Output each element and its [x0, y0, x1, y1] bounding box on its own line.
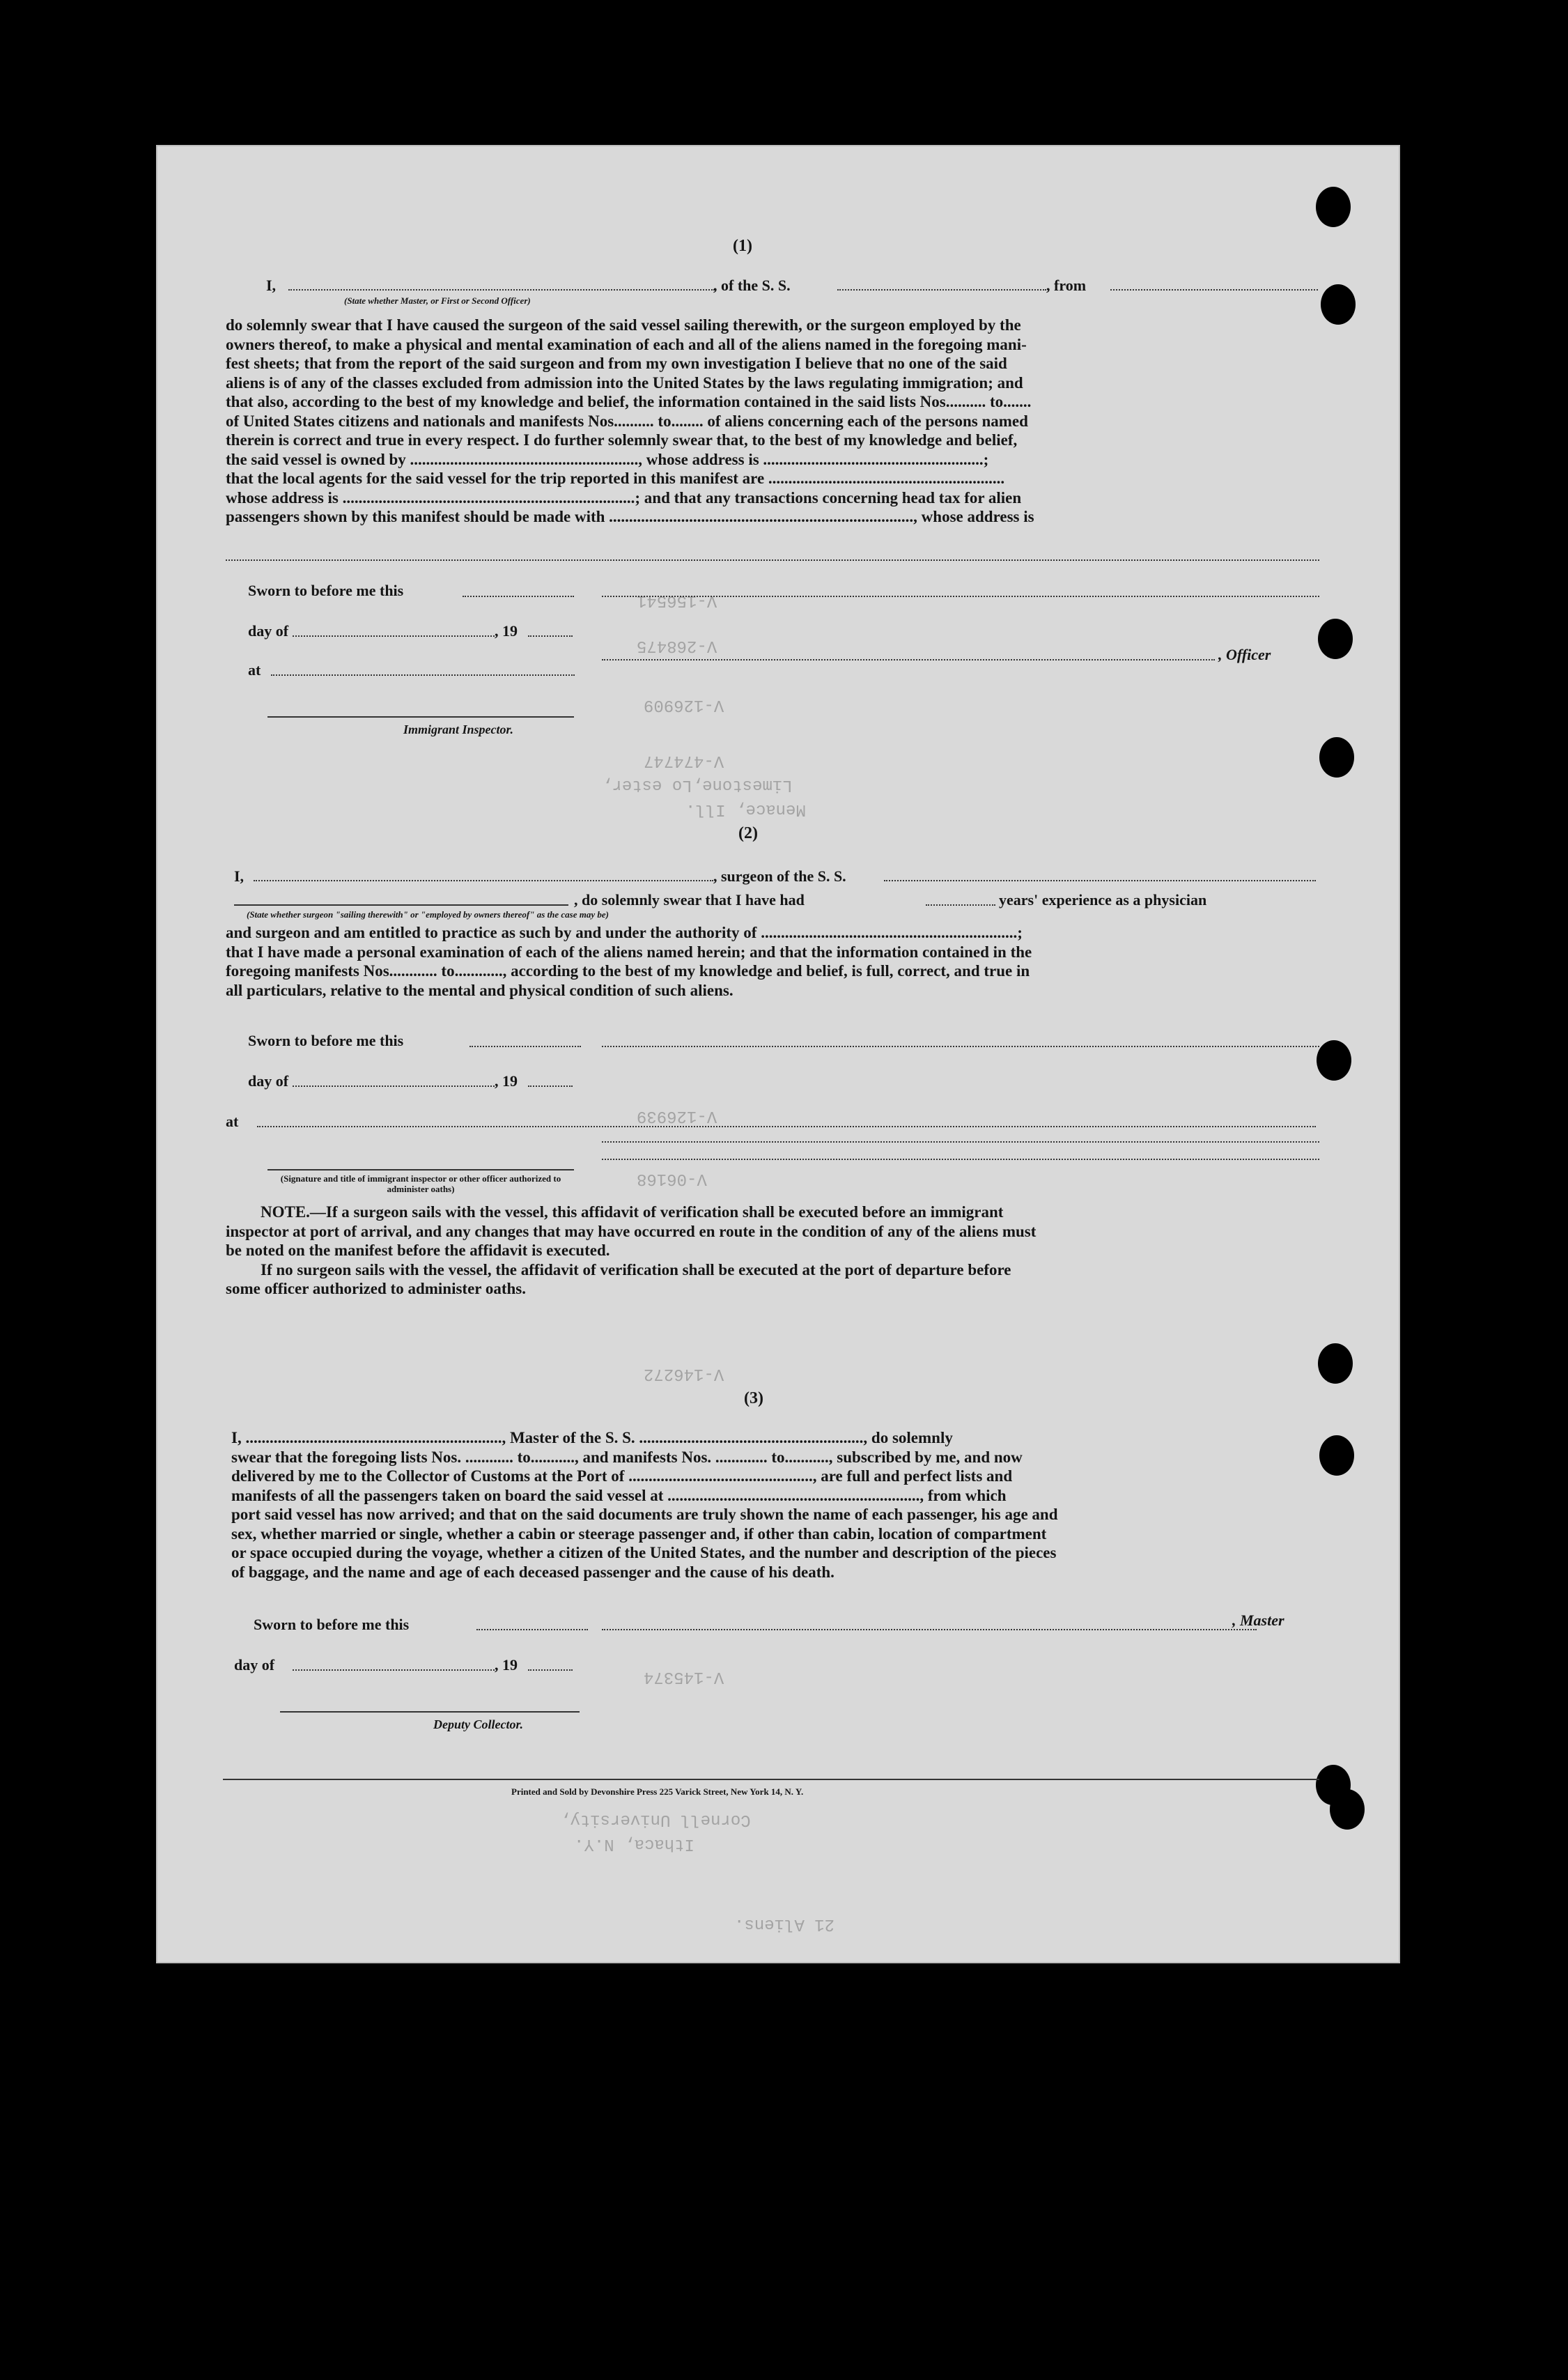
- verification-note: [226, 1203, 1319, 1299]
- fill-in-line: [293, 1669, 495, 1671]
- inspector-label: Immigrant Inspector.: [403, 722, 514, 736]
- oath-text-line: do solemnly swear that I have caused the surgeon of the said vessel sailing therewith, or the surgeon employed by the: [226, 316, 1021, 334]
- oath-text-line: foregoing manifests Nos............ to............, according to the best of my knowledge and belief, is full, correct, and true in: [226, 962, 1030, 980]
- fill-in-line: [528, 1085, 573, 1087]
- oath-line-label: , of the S. S.: [713, 277, 791, 294]
- punch-hole: [1321, 284, 1356, 325]
- section1-oath-text: [226, 316, 1319, 527]
- signature-line: [267, 1169, 574, 1170]
- oath-line-label: , from: [1046, 277, 1087, 294]
- bleed-through-text: V-06168: [637, 1169, 707, 1188]
- fill-in-line: [476, 1629, 588, 1630]
- field-caption: (State whether Master, or First or Second Officer): [344, 295, 531, 306]
- fill-in-line: [469, 1046, 581, 1047]
- oath-text-line: of baggage, and the name and age of each deceased passenger and the cause of his death.: [231, 1563, 835, 1581]
- fill-in-line: [884, 880, 1316, 881]
- year-label: , 19: [495, 1656, 518, 1674]
- fill-in-line: [528, 635, 573, 637]
- note-line: If no surgeon sails with the vessel, the affidavit of verification shall be executed at the port of departure before: [261, 1260, 1011, 1278]
- fill-in-line: [226, 559, 1319, 561]
- punch-hole: [1330, 1789, 1365, 1830]
- oath-text-line: sex, whether married or single, whether a cabin or steerage passenger and, if other than cabin, location of compartment: [231, 1524, 1047, 1543]
- printer-credit: Printed and Sold by Devonshire Press 225 Varick Street, New York 14, N. Y.: [511, 1786, 804, 1797]
- oath-text-line: port said vessel has now arrived; and that on the said documents are truly shown the name of each passenger, his age and: [231, 1506, 1058, 1523]
- oath-text-line: passengers shown by this manifest should be made with ............................................................................, whose address is: [226, 508, 1034, 525]
- section-number: (1): [733, 237, 752, 255]
- oath-text-line: manifests of all the passengers taken on board the said vessel at ..............................................................., from which: [231, 1486, 1007, 1504]
- manifest-back-page: [156, 145, 1400, 1963]
- punch-hole: [1319, 1435, 1354, 1476]
- oath-text-line: swear that the foregoing lists Nos. ............ to..........., and manifests Nos. ............. to..........., subscribed by me, and now: [231, 1448, 1023, 1466]
- oath-text-line: the said vessel is owned by ........................................................., whose address is .......................................................;: [226, 450, 989, 468]
- bleed-through-text: V-474747: [644, 751, 724, 770]
- sworn-label: Sworn to before me this: [248, 582, 404, 599]
- oath-text-line: I, ................................................................, Master of the S. S. ........................................................, do solemnly: [231, 1429, 953, 1446]
- punch-hole: [1319, 737, 1354, 778]
- bleed-through-text: Limestone,Lo ester,: [602, 775, 793, 794]
- signature-caption: (Signature and title of immigrant inspector or other officer authorized to administer oaths): [280, 1173, 561, 1194]
- fill-in-line: [257, 1126, 1316, 1127]
- fill-in-line: [293, 1085, 495, 1087]
- note-line: some officer authorized to administer oaths.: [226, 1280, 526, 1297]
- fill-in-line: [602, 1159, 1319, 1160]
- fill-in-line: [602, 1629, 1257, 1630]
- day-of-label: day of: [248, 1072, 289, 1090]
- oath-text-line: whose address is .........................................................................; and that any transactions concerning head tax for alien: [226, 488, 1022, 507]
- year-label: , 19: [495, 1072, 518, 1090]
- bleed-through-text: V-126909: [644, 695, 724, 714]
- day-of-label: day of: [234, 1656, 275, 1674]
- oath-text-line: therein is correct and true in every respect. I do further solemnly swear that, to the best of my knowledge and belief,: [226, 431, 1018, 449]
- fill-in-line: [602, 1046, 1319, 1047]
- fill-in-line: [254, 880, 713, 881]
- oath-text-line: that I have made a personal examination of each of the aliens named herein; and that the information contained in the: [226, 943, 1032, 961]
- fill-in-line: [234, 904, 568, 906]
- oath-text-line: and surgeon and am entitled to practice as such by and under the authority of ................................................................;: [226, 924, 1023, 941]
- fill-in-line: [602, 659, 1215, 660]
- collector-label: Deputy Collector.: [433, 1717, 523, 1731]
- oath-text-line: fest sheets; that from the report of the said surgeon and from my own investigation I believe that no one of the said: [226, 355, 1007, 372]
- fill-in-line: [271, 674, 575, 676]
- oath-text-line: of United States citizens and nationals and manifests Nos.......... to........ of aliens concerning each of the persons named: [226, 412, 1028, 430]
- bleed-through-text: V-126939: [637, 1106, 717, 1125]
- punch-hole: [1318, 619, 1353, 659]
- bleed-through-text: 21 Aliens.: [734, 1915, 835, 1933]
- note-line: inspector at port of arrival, and any changes that may have occurred en route in the condition of any of the aliens must: [226, 1222, 1037, 1240]
- officer-label: , Officer: [1218, 646, 1271, 663]
- sworn-label: Sworn to before me this: [254, 1616, 410, 1633]
- fill-in-line: [602, 1141, 1319, 1143]
- bleed-through-text: V-145374: [644, 1667, 724, 1686]
- fill-in-line: [926, 904, 995, 906]
- oath-text-line: aliens is of any of the classes excluded from admission into the United States by the laws regulating immigration; and: [226, 373, 1023, 392]
- oath-text-line: all particulars, relative to the mental and physical condition of such aliens.: [226, 981, 733, 999]
- bleed-through-text: V-156541: [637, 591, 717, 610]
- bleed-through-text: Cornell University,: [560, 1810, 751, 1829]
- at-label: at: [226, 1113, 239, 1130]
- surgeon-label: , surgeon of the S. S.: [713, 867, 846, 885]
- section-number: (2): [738, 824, 758, 842]
- bleed-through-text: Menace, Ill.: [685, 800, 806, 819]
- year-label: , 19: [495, 622, 518, 640]
- fill-in-line: [602, 596, 1319, 597]
- oath-text-line: or space occupied during the voyage, whether a citizen of the United States, and the number and description of the pieces: [231, 1544, 1057, 1561]
- section-number: (3): [744, 1389, 763, 1407]
- fill-in-line: [528, 1669, 573, 1671]
- day-of-label: day of: [248, 622, 289, 640]
- oath-line-label: I,: [234, 867, 244, 885]
- oath-text-line: owners thereof, to make a physical and mental examination of each and all of the aliens named in the foregoing mani-: [226, 335, 1027, 353]
- master-label: , Master: [1232, 1612, 1284, 1629]
- bleed-through-text: Ithaca, N.Y.: [574, 1834, 694, 1853]
- bleed-through-text: V-146272: [644, 1364, 724, 1383]
- section3-oath-text: [231, 1428, 1319, 1582]
- footer-rule: [223, 1779, 1319, 1780]
- fill-in-line: [1110, 289, 1318, 291]
- fill-in-line: [293, 635, 495, 637]
- section2-oath-text: [226, 923, 1319, 1000]
- note-line: NOTE.—If a surgeon sails with the vessel, this affidavit of verification shall be executed before an immigrant: [261, 1203, 1004, 1221]
- punch-hole: [1316, 187, 1351, 227]
- punch-hole: [1318, 1343, 1353, 1384]
- note-line: be noted on the manifest before the affidavit is executed.: [226, 1242, 610, 1259]
- fill-in-line: [288, 289, 715, 291]
- oath-line-label: , do solemnly swear that I have had: [574, 891, 805, 909]
- oath-line-label: years' experience as a physician: [999, 891, 1207, 909]
- at-label: at: [248, 661, 261, 679]
- oath-text-line: that also, according to the best of my knowledge and belief, the information contained in the said lists Nos.......... to.......: [226, 393, 1032, 410]
- fill-in-line: [463, 596, 574, 597]
- signature-line: [267, 716, 574, 718]
- fill-in-line: [837, 289, 1046, 291]
- punch-hole: [1317, 1040, 1351, 1081]
- sworn-label: Sworn to before me this: [248, 1032, 404, 1049]
- oath-line-label: I,: [266, 277, 277, 294]
- oath-text-line: that the local agents for the said vessel for the trip reported in this manifest are ...........................................................: [226, 470, 1005, 487]
- field-caption: (State whether surgeon "sailing therewith" or "employed by owners thereof" as the case may be): [247, 909, 609, 920]
- oath-text-line: delivered by me to the Collector of Customs at the Port of .............................................., are full and perfect lists and: [231, 1467, 1013, 1485]
- signature-line: [280, 1711, 580, 1713]
- bleed-through-text: V-268475: [637, 636, 717, 655]
